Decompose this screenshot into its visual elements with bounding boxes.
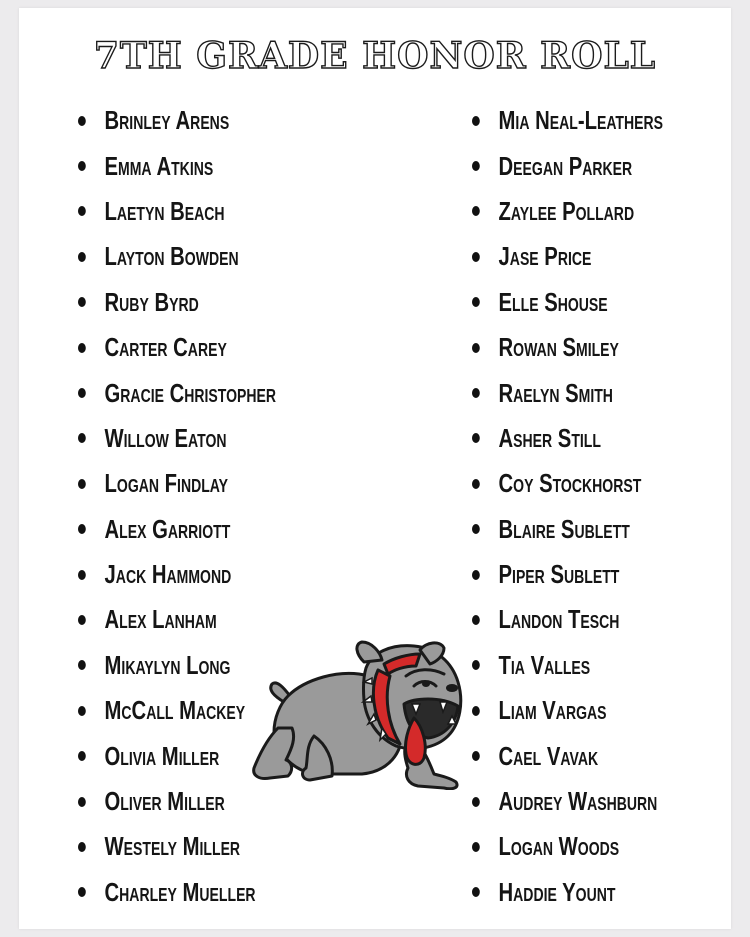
list-item: Jack Hammond bbox=[78, 552, 276, 597]
bullet-icon bbox=[78, 433, 86, 443]
list-item: Tia Valles bbox=[472, 643, 663, 688]
list-item: Audrey Washburn bbox=[472, 779, 663, 824]
bullet-icon bbox=[472, 524, 480, 534]
list-item: Oliver Miller bbox=[78, 779, 276, 824]
bullet-icon bbox=[472, 570, 480, 580]
bullet-icon bbox=[78, 842, 86, 852]
list-item: Alex Garriott bbox=[78, 507, 276, 552]
bullet-icon bbox=[78, 887, 86, 897]
list-item: Liam Vargas bbox=[472, 688, 663, 733]
page-title: 7TH GRADE HONOR ROLL bbox=[93, 35, 657, 77]
bullet-icon bbox=[472, 116, 480, 126]
bullet-icon bbox=[78, 343, 86, 353]
bullet-icon bbox=[78, 751, 86, 761]
list-item: Westely Miller bbox=[78, 824, 276, 869]
list-item: Rowan Smiley bbox=[472, 325, 663, 370]
bullet-icon bbox=[472, 161, 480, 171]
list-item: Gracie Christopher bbox=[78, 370, 276, 415]
list-item: Jase Price bbox=[472, 234, 663, 279]
honor-roll-list-left bbox=[78, 98, 332, 915]
bullet-icon bbox=[472, 887, 480, 897]
list-item: Layton Bowden bbox=[78, 234, 276, 279]
bullet-icon bbox=[472, 433, 480, 443]
list-item: Coy Stockhorst bbox=[472, 461, 663, 506]
list-item: Asher Still bbox=[472, 416, 663, 461]
list-item: Haddie Yount bbox=[472, 870, 663, 915]
bullet-icon bbox=[472, 797, 480, 807]
list-item: Blaire Sublett bbox=[472, 507, 663, 552]
bullet-icon bbox=[78, 161, 86, 171]
list-item: Ruby Byrd bbox=[78, 280, 276, 325]
bullet-icon bbox=[78, 206, 86, 216]
bulldog-mascot-icon bbox=[244, 640, 476, 790]
list-item: Olivia Miller bbox=[78, 733, 276, 778]
honor-roll-list-right bbox=[472, 98, 717, 915]
list-item: Piper Sublett bbox=[472, 552, 663, 597]
list-item: McCall Mackey bbox=[78, 688, 276, 733]
bullet-icon bbox=[472, 615, 480, 625]
list-item: Emma Atkins bbox=[78, 143, 276, 188]
bullet-icon bbox=[78, 615, 86, 625]
list-item: Raelyn Smith bbox=[472, 370, 663, 415]
list-item: Alex Lanham bbox=[78, 597, 276, 642]
bullet-icon bbox=[78, 479, 86, 489]
list-item: Landon Tesch bbox=[472, 597, 663, 642]
list-item: Charley Mueller bbox=[78, 870, 276, 915]
list-item: Cael Vavak bbox=[472, 733, 663, 778]
bullet-icon bbox=[78, 797, 86, 807]
list-item: Mia Neal-Leathers bbox=[472, 98, 663, 143]
bullet-icon bbox=[472, 388, 480, 398]
bullet-icon bbox=[78, 706, 86, 716]
list-item: Elle Shouse bbox=[472, 280, 663, 325]
list-item: Mikaylyn Long bbox=[78, 643, 276, 688]
bullet-icon bbox=[472, 842, 480, 852]
list-item: Logan Woods bbox=[472, 824, 663, 869]
bullet-icon bbox=[78, 660, 86, 670]
bullet-icon bbox=[472, 343, 480, 353]
list-item: Zaylee Pollard bbox=[472, 189, 663, 234]
bullet-icon bbox=[78, 570, 86, 580]
bullet-icon bbox=[78, 297, 86, 307]
bullet-icon bbox=[472, 206, 480, 216]
bullet-icon bbox=[78, 252, 86, 262]
list-item: Deegan Parker bbox=[472, 143, 663, 188]
bullet-icon bbox=[472, 297, 480, 307]
list-item: Laetyn Beach bbox=[78, 189, 276, 234]
list-item: Brinley Arens bbox=[78, 98, 276, 143]
list-item: Carter Carey bbox=[78, 325, 276, 370]
list-item: Logan Findlay bbox=[78, 461, 276, 506]
list-item: Willow Eaton bbox=[78, 416, 276, 461]
bullet-icon bbox=[472, 252, 480, 262]
bullet-icon bbox=[78, 116, 86, 126]
bullet-icon bbox=[78, 388, 86, 398]
bullet-icon bbox=[472, 479, 480, 489]
bullet-icon bbox=[78, 524, 86, 534]
